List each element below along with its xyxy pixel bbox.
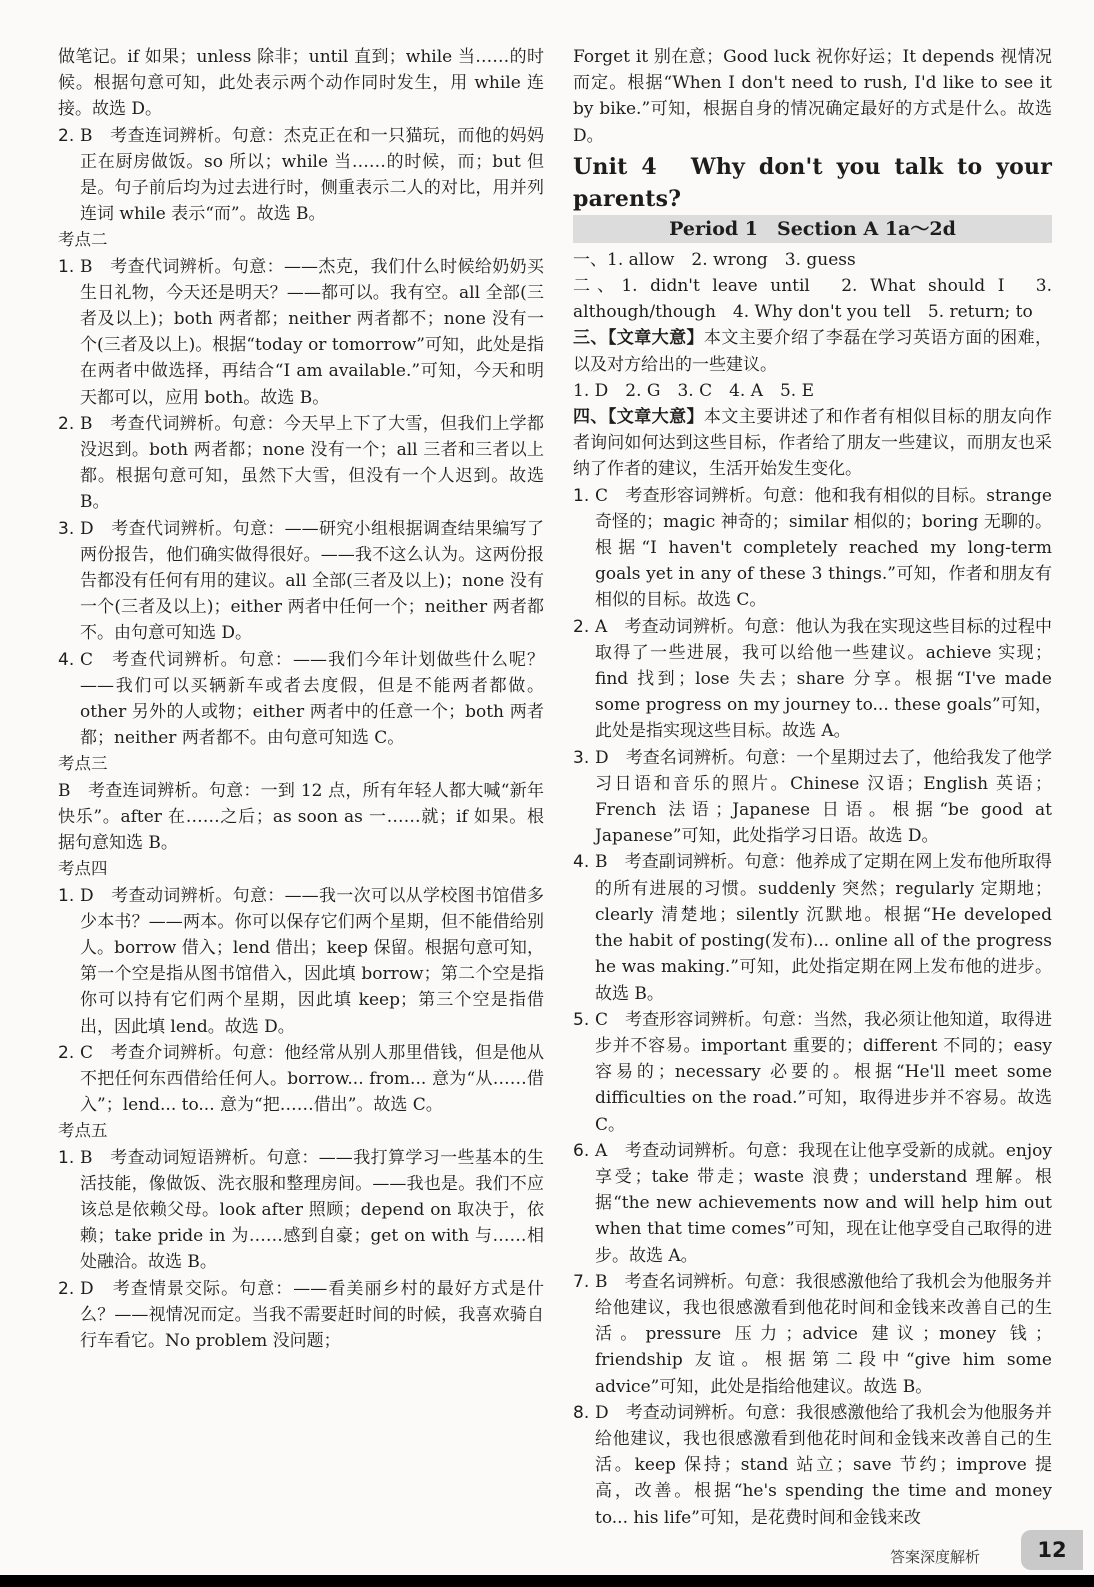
- item-number: 2.: [573, 616, 590, 637]
- footer-label: 答案深度解析: [890, 1548, 981, 1566]
- page-number: 12: [1021, 1530, 1083, 1570]
- exercise-label: 三、: [573, 328, 608, 349]
- left-column: [58, 44, 544, 1354]
- answer-item: [58, 778, 544, 857]
- exercise-1: [573, 247, 1052, 273]
- item-text: D 考查名词辨析。句意：一个星期过去了，他给我发了他学习日语和音乐的照片。Chinese 汉语；English 英语；French 法语；Japanese 日语。根据“be good at Japanese”可知，此处指学习日语。故选 D。: [595, 747, 1052, 847]
- item-text: B 考查连词辨析。句意：杰克正在和一只猫玩，而他的妈妈正在厨房做饭。so 所以；while 当……的时候，而；but 但是。句子前后均为过去进行时，侧重表示二人的对比，用并列连词 while 表示“而”。故选 B。: [80, 125, 544, 225]
- summary-text: 本文主要讲述了和作者有相似目标的朋友向作者询问如何达到这些目标，作者给了朋友一些建议，而朋友也采纳了作者的建议，生活开始发生变化。: [573, 407, 1053, 480]
- answer-item: [58, 647, 544, 752]
- item-number: 2.: [58, 413, 75, 434]
- item-text: B 考查代词辨析。句意：今天早上下了大雪，但我们上学都没迟到。both 两者都；none 没有一个；all 三者和三者以上都。根据句意可知，虽然下大雪，但没有一个人迟到。故选 B。: [80, 413, 544, 513]
- item-number: 5.: [573, 1009, 590, 1030]
- exercise-label: 一、: [573, 249, 607, 270]
- item-text: C 考查介词辨析。句意：他经常从别人那里借钱，但是他从不把任何东西借给任何人。borrow... from... 意为“从……借入”；lend... to... 意为“把……借出”。故选 C。: [80, 1042, 544, 1116]
- exercise-label: 四、: [573, 407, 608, 428]
- item-text: B 考查名词辨析。句意：我很感激他给了我机会为他服务并给他建议，我也很感激看到他花时间和金钱来改善自己的生活。pressure 压力；advice 建议；money 钱；friendship 友谊。根据第二段中“give him some advice”可知，此处是指给他建议。故选 B。: [595, 1271, 1052, 1397]
- item-number: 2.: [58, 1278, 75, 1299]
- item-number: 8.: [573, 1402, 590, 1423]
- summary-text: 本文主要介绍了李磊在学习英语方面的困难，以及对方给出的一些建议。: [573, 328, 1053, 375]
- answer-item: [58, 516, 544, 647]
- item-number: 1.: [58, 1147, 75, 1168]
- answer-item: [573, 614, 1052, 745]
- item-number: 7.: [573, 1271, 590, 1292]
- answer-item: [58, 883, 544, 1040]
- right-column: [573, 44, 1052, 1531]
- answer-item: [573, 745, 1052, 850]
- item-number: 1.: [58, 256, 75, 277]
- item-text: B 考查动词短语辨析。句意：——我打算学习一些基本的生活技能，像做饭、洗衣服和整理房间。——我也是。我们不应该总是依赖父母。look after 照顾；depend on 取决于，依赖；take pride in 为……感到自豪；get on with 与……相处融洽。故选 B。: [80, 1147, 544, 1273]
- bottom-band: [0, 1575, 1094, 1587]
- item-number: 3.: [573, 747, 590, 768]
- exercise-2: [573, 273, 1052, 325]
- item-text: B 考查代词辨析。句意：——杰克，我们什么时候给奶奶买生日礼物，今天还是明天？——都可以。我有空。all 全部(三者及以上)；both 两者都；neither 两者都不；none 没有一个(三者及以上)。根据“today or tomorrow”可知，此处是指在两者中做选择，再结合“I am available.”可知，今天和明天都可以，应用 both。故选 B。: [80, 256, 544, 408]
- item-number: 2.: [58, 1042, 75, 1063]
- item-number: 4.: [58, 649, 75, 670]
- item-number: 2.: [58, 125, 75, 146]
- item-text: A 考查动词辨析。句意：他认为我在实现这些目标的过程中取得了一些进展，我可以给他一些建议。achieve 实现；find 找到；lose 失去；share 分享。根据“I've made some progress on my journey to... these goals”可知，此处是指实现这些目标。故选 A。: [595, 616, 1052, 742]
- item-text: B 考查连词辨析。句意：一到 12 点，所有年轻人都大喊“新年快乐”。after 在……之后；as soon as 一……就；if 如果。根据句意知选 B。: [58, 780, 544, 854]
- exercise-3: [573, 325, 1052, 377]
- item-text: A 考查动词辨析。句意：我现在让他享受新的成就。enjoy 享受；take 带走；waste 浪费；understand 理解。根据“the new achievements now and will help him out when that time comes”可知，现在让他享受自己取得的进步。故选 A。: [595, 1140, 1052, 1266]
- answer-item: [573, 1400, 1052, 1531]
- section-heading-2: 考点二: [58, 230, 108, 250]
- period-title: Period 1 Section A 1a～2d: [573, 215, 1052, 243]
- answer-item: [573, 1007, 1052, 1138]
- continued-paragraph: Forget it 别在意；Good luck 祝你好运；It depends 视情况而定。根据“When I don't need to rush, I'd like to see it by bike.”可知，根据自身的情况确定最好的方式是什么。故选 D。: [573, 47, 1052, 146]
- exercise-4: [573, 404, 1052, 483]
- item-number: 6.: [573, 1140, 590, 1161]
- answer-item: [573, 1269, 1052, 1400]
- item-text: D 考查动词辨析。句意：我很感激他给了我机会为他服务并给他建议，我也很感激看到他花时间和金钱来改善自己的生活。keep 保持；stand 站立；save 节约；improve 提高，改善。根据“he's spending the time and money to... his life”可知，是花费时间和金钱来改: [595, 1402, 1052, 1528]
- item-number: 4.: [573, 852, 590, 873]
- exercise-answers: 1. allow 2. wrong 3. guess: [607, 249, 856, 270]
- item-number: 1.: [58, 885, 75, 906]
- summary-tag: 【文章大意】: [607, 407, 704, 428]
- item-text: D 考查情景交际。句意：——看美丽乡村的最好方式是什么？——视情况而定。当我不需要赶时间的时候，我喜欢骑自行车看它。No problem 没问题；: [80, 1278, 544, 1351]
- item-text: D 考查代词辨析。句意：——研究小组根据调查结果编写了两份报告，他们确实做得很好。——我不这么认为。这两份报告都没有任何有用的建议。all 全部(三者及以上)；none 没有一个(三者及以上)；either 两者中任何一个；neither 两者都不。由句意可知选 D。: [80, 518, 544, 644]
- answer-item: [573, 1138, 1052, 1269]
- answer-item: [573, 849, 1052, 1006]
- summary-tag: 【文章大意】: [607, 328, 704, 349]
- item-text: B 考查副词辨析。句意：他养成了定期在网上发布他所取得的所有进展的习惯。suddenly 突然；regularly 定期地；clearly 清楚地；silently 沉默地。根据“He developed the habit of posting(发布)... online all of the progress he was making.”可知，此处指定期在网上发布他的进步。故选 B。: [595, 852, 1052, 1004]
- exercise-label: 二、: [573, 276, 622, 297]
- unit-title: Unit 4 Why don't you talk to your parents?: [573, 153, 1052, 212]
- answer-item: [58, 1276, 544, 1355]
- section-heading-5: 考点五: [58, 1121, 108, 1141]
- answer-item: [58, 1145, 544, 1276]
- item-number: 1.: [573, 485, 590, 506]
- item-number: 3.: [58, 518, 75, 539]
- section-heading-3: 考点三: [58, 754, 108, 774]
- item-text: C 考查形容词辨析。句意：他和我有相似的目标。strange 奇怪的；magic 神奇的；similar 相似的；boring 无聊的。根据“I haven't completely reached my long-term goals yet in any of these 3 things.”可知，作者和朋友有相似的目标。故选 C。: [595, 485, 1052, 611]
- answer-item: [58, 1040, 544, 1119]
- section-heading-4: 考点四: [58, 859, 108, 879]
- intro-paragraph: 做笔记。if 如果；unless 除非；until 直到；while 当……的时候。根据句意可知，此处表示两个动作同时发生，用 while 连接。故选 D。: [58, 47, 544, 120]
- answer-item: [58, 411, 544, 516]
- item-text: C 考查形容词辨析。句意：当然，我必须让他知道，取得进步并不容易。important 重要的；different 不同的；easy 容易的；necessary 必要的。根据“He'll meet some difficulties on the road.”可知，取得进步并不容易。故选 C。: [595, 1009, 1052, 1135]
- answer-item: [573, 483, 1052, 614]
- answer-item: [58, 123, 544, 228]
- answer-item: [58, 254, 544, 411]
- item-text: D 考查动词辨析。句意：——我一次可以从学校图书馆借多少本书？——两本。你可以保存它们两个星期，但不能借给别人。borrow 借入；lend 借出；keep 保留。根据句意可知，第一个空是指从图书馆借入，因此填 borrow；第二个空是指你可以持有它们两个星期，因此填 keep；第三个空是指借出，因此填 lend。故选 D。: [80, 885, 544, 1037]
- exercise-3-answers: 1. D 2. G 3. C 4. A 5. E: [573, 380, 815, 401]
- item-text: C 考查代词辨析。句意：——我们今年计划做些什么呢？——我们可以买辆新车或者去度假，但是不能两者都做。other 另外的人或物；either 两者中的任意一个；both 两者都；neither 两者都不。由句意可知选 C。: [80, 649, 544, 749]
- exercise-answers: 1. didn't leave until 2. What should I 3. although/though 4. Why don't you tell 5. return; to: [573, 276, 1053, 323]
